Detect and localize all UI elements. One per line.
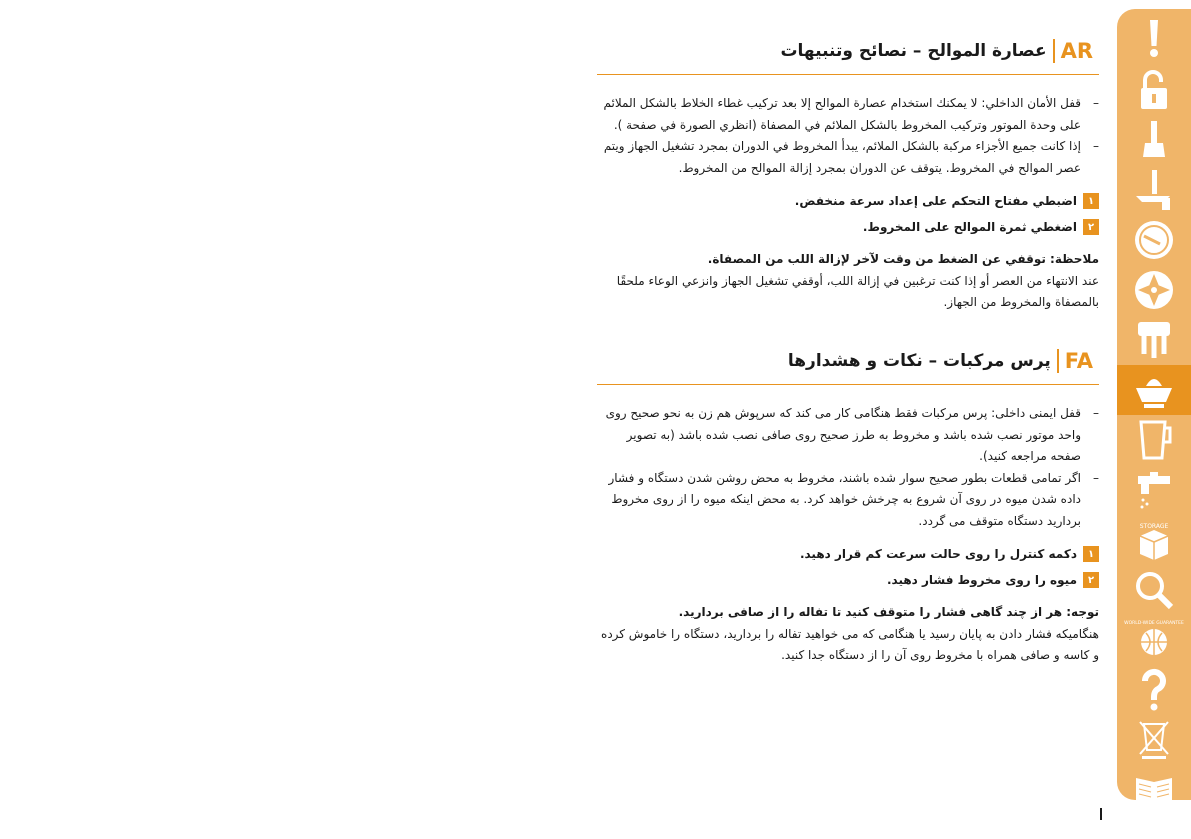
hand-blender-icon xyxy=(1132,168,1176,212)
mixer-icon xyxy=(1132,318,1176,362)
storage-label: STORAGE xyxy=(1139,523,1169,530)
step-number: ٢ xyxy=(1083,219,1099,235)
note-heading: توجه: هر از چند گاهی فشار را متوقف کنید تا تفاله را از صافی بردارید. xyxy=(678,605,1099,619)
tap-icon xyxy=(1132,468,1176,512)
bullet-item: – اگر تمامی قطعات بطور صحیح سوار شده باشند، مخروط به محض روشن شدن دستگاه و فشار داده شدن میوه در روی آن شروع به چرخش خواهد کرد. به محض اینکه میوه را از روی مخروط برداريد دستگاه متوقف می گردد. xyxy=(597,468,1099,533)
section-title: عصارة الموالح – نصائح وتنبيهات xyxy=(780,41,1047,61)
tab-mixer[interactable] xyxy=(1117,315,1191,365)
note xyxy=(597,602,1099,667)
step-text: اضغطي ثمرة الموالح على المخروط. xyxy=(862,220,1077,234)
note-body: عند الانتهاء من العصر أو إذا كنت ترغبين في إزالة اللب، أوقفي تشغيل الجهاز وانزعي الوعاء ملحقًا بالمصفاة والمخروط من الجهاز. xyxy=(616,273,1099,309)
tab-safety-lock[interactable] xyxy=(1117,65,1191,115)
step-1 xyxy=(597,546,1099,562)
section-sidebar xyxy=(1117,9,1191,800)
step-2 xyxy=(597,219,1099,235)
section-rule xyxy=(597,74,1099,75)
magnifier-icon xyxy=(1132,568,1176,612)
tab-blender[interactable] xyxy=(1117,115,1191,165)
book-icon xyxy=(1132,768,1176,812)
tab-blade[interactable] xyxy=(1117,265,1191,315)
tab-warnings[interactable] xyxy=(1117,13,1191,63)
exclamation-icon xyxy=(1132,16,1176,60)
bullet-list xyxy=(597,93,1099,179)
tab-manual[interactable] xyxy=(1117,765,1191,815)
disc-icon xyxy=(1132,218,1176,262)
step-text: میوه را روی مخروط فشار دهید. xyxy=(886,573,1077,587)
section-header xyxy=(597,36,1099,66)
note-heading: ملاحظة: توقفي عن الضغط من وقت لآخر لإزالة اللب من المصفاة. xyxy=(707,252,1099,266)
tab-faq[interactable] xyxy=(1117,665,1191,715)
unlock-icon xyxy=(1132,68,1176,112)
citrus-press-icon xyxy=(1132,368,1176,412)
crossed-bin-icon xyxy=(1132,718,1176,762)
section-ar xyxy=(597,36,1099,314)
storage-box-icon xyxy=(1132,518,1176,562)
globe-icon xyxy=(1124,618,1184,662)
note xyxy=(597,249,1099,314)
step-text: دکمه کنترل را روی حالت سرعت کم قرار دهید. xyxy=(799,547,1077,561)
bullet-item: – قفل الأمان الداخلي: لا يمكنك استخدام عصارة الموالح إلا بعد تركيب غطاء الخلاط بالشكل الملائم على وحدة الموتور وتركيب المخروط بالشكل الملائم في المصفاة (انظري الصورة في صفحة ). xyxy=(597,93,1099,136)
divider xyxy=(1057,349,1059,373)
step-number: ١ xyxy=(1083,546,1099,562)
note-body: هنگامیکه فشار دادن به پایان رسید یا هنگامی که می خواهید تفاله را بردارید، دستگاه را خاموش کرده و کاسه و صافی همراه با مخروط روی آن را از دستگاه جدا کنید. xyxy=(601,626,1099,662)
tab-jug[interactable] xyxy=(1117,415,1191,465)
step-2 xyxy=(597,572,1099,588)
language-code: AR xyxy=(1060,39,1093,63)
blender-icon xyxy=(1132,118,1176,162)
bullet-item: – قفل ایمنی داخلی: پرس مرکبات فقط هنگامی کار می کند که سرپوش هم زن به نحو صحیح روی واحد موتور نصب شده باشد و مخروط به طرز صحیح روی صافی نصب شده باشد (به تصویر صفحه مراجعه کنید). xyxy=(597,403,1099,468)
tab-citrus-press[interactable] xyxy=(1117,365,1191,415)
divider xyxy=(1053,39,1055,63)
section-title: پرس مرکبات – نکات و هشدارها xyxy=(787,351,1051,371)
tab-disc[interactable] xyxy=(1117,215,1191,265)
section-header xyxy=(597,346,1099,376)
step-text: اضبطي مفتاح التحكم على إعداد سرعة منخفض. xyxy=(794,194,1077,208)
blade-icon xyxy=(1132,268,1176,312)
tab-disposal[interactable] xyxy=(1117,715,1191,765)
tab-cleaning[interactable] xyxy=(1117,465,1191,515)
tab-troubleshooting[interactable] xyxy=(1117,565,1191,615)
section-fa xyxy=(597,346,1099,667)
tab-guarantee[interactable] xyxy=(1117,615,1191,665)
tab-hand-blender[interactable] xyxy=(1117,165,1191,215)
section-rule xyxy=(597,384,1099,385)
step-1 xyxy=(597,193,1099,209)
language-code: FA xyxy=(1064,349,1093,373)
step-number: ١ xyxy=(1083,193,1099,209)
jug-icon xyxy=(1132,418,1176,462)
question-icon xyxy=(1132,668,1176,712)
page-marker xyxy=(1100,808,1102,820)
tab-storage[interactable] xyxy=(1117,515,1191,565)
bullet-list xyxy=(597,403,1099,532)
bullet-item: – إذا كانت جميع الأجزاء مركبة بالشكل الملائم، يبدأ المخروط في الدوران بمجرد تشغيل الجهاز ويتم عصر الموالح في المخروط. يتوقف عن الدوران بمجرد إزالة الموالح من المخروط. xyxy=(597,136,1099,179)
guarantee-label: WORLD-WIDE GUARANTEE xyxy=(1124,621,1184,626)
step-number: ٢ xyxy=(1083,572,1099,588)
